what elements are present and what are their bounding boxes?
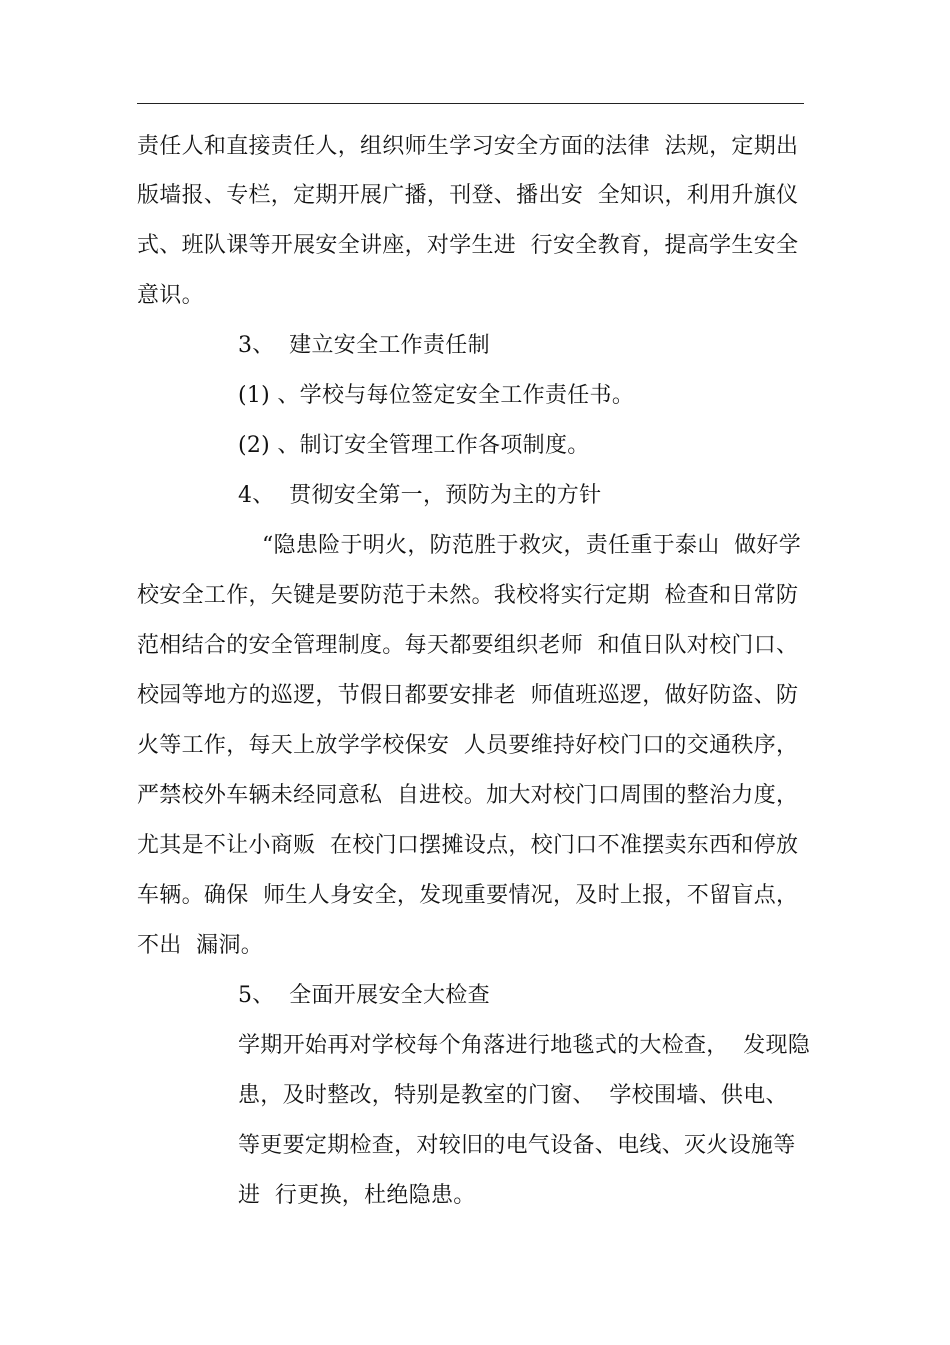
paragraph-line: 不出 漏洞。 [137,933,264,958]
paragraph-line: 责任人和直接责任人，组织师生学习安全方面的法律 法规，定期出 [137,134,799,159]
paragraph-line: 进 行更换，杜绝隐患。 [238,1183,476,1208]
paragraph-line: 学期开始再对学校每个角落进行地毯式的大检查， 发现隐 [238,1033,811,1058]
paragraph-line: 患，及时整改，特别是教室的门窗、 学校围墙、供电、 [238,1083,788,1108]
paragraph-line: 车辆。确保 师生人身安全，发现重要情况，及时上报，不留盲点， [137,883,799,908]
paragraph-line: 意识。 [137,283,204,308]
paragraph-line: 式、班队课等开展安全讲座，对学生进 行安全教育，提高学生安全 [137,233,799,258]
section-heading-5: 5、 全面开展安全大检查 [238,983,490,1008]
paragraph-line: 校园等地方的巡逻，节假日都要安排老 师值班巡逻，做好防盗、防 [137,683,799,708]
paragraph-line: 严禁校外车辆未经同意私 自进校。加大对校门口周围的整治力度， [137,783,799,808]
header-rule [137,103,804,104]
paragraph-line: 等更要定期检查，对较旧的电气设备、电线、灭火设施等 [238,1133,796,1158]
paragraph-line: 火等工作，每天上放学学校保安 人员要维持好校门口的交通秩序， [137,733,799,758]
list-item-1: (1) 、学校与每位签定安全工作责任书。 [238,383,635,408]
paragraph-line: 尤其是不让小商贩 在校门口摆摊设点，校门口不准摆卖东西和停放 [137,833,799,858]
section-heading-3: 3、 建立安全工作责任制 [238,333,490,358]
list-item-2: (2) 、制订安全管理工作各项制度。 [238,433,590,458]
paragraph-line: “隐患险于明火，防范胜于救灾，责任重于泰山 做好学 [262,533,802,558]
section-heading-4: 4、 贯彻安全第一，预防为主的方针 [238,483,602,508]
paragraph-line: 范相结合的安全管理制度。每天都要组织老师 和值日队对校门口、 [137,633,799,658]
paragraph-line: 校安全工作，矢键是要防范于未然。我校将实行定期 检查和日常防 [137,583,799,608]
paragraph-line: 版墙报、专栏，定期开展广播，刊登、播出安 全知识，利用升旗仪 [137,183,799,208]
